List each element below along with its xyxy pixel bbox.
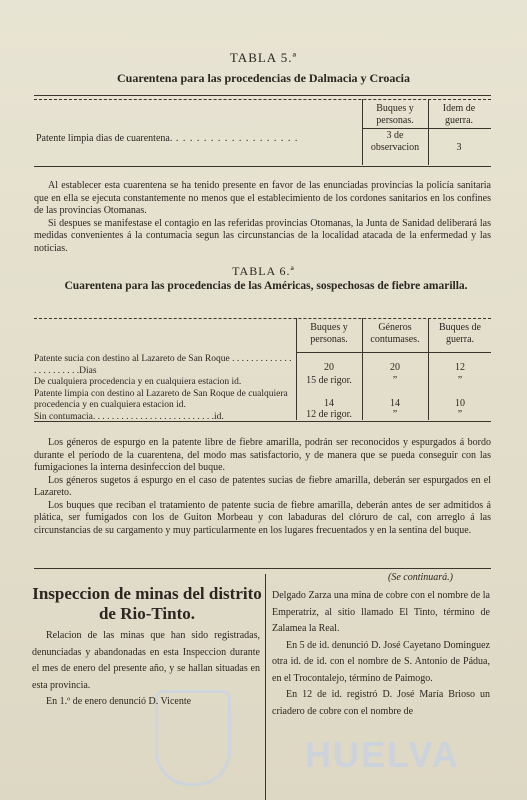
tabla6-r1-generos: 20 xyxy=(390,362,400,373)
tabla5-note-2: Si despues se manifestase el contagio en las referidas provincias Otomanas, la Junta de Sanidad deliberará las medidas convenientes á la contumacia segun las circunstancias de la localidad atacada de la enfermedad y las noticias. xyxy=(34,217,491,254)
tabla6-col-divider2 xyxy=(362,318,363,420)
column-divider xyxy=(265,574,266,800)
tabla6-r4-buques: 12 de rigor. xyxy=(306,409,352,420)
tabla6-r1-buques: 20 xyxy=(324,362,334,373)
tabla5-value-buques: 3 de observacion xyxy=(370,130,420,153)
mining-right-para-3: En 12 de id. registró D. José María Brioso un criadero de cobre con el nombre de xyxy=(272,689,490,717)
tabla6-r3-guerra: 10 xyxy=(455,398,465,409)
section-separator xyxy=(34,568,491,569)
tabla5-header-rule xyxy=(362,128,491,129)
tabla6-col-divider1 xyxy=(296,318,297,420)
tabla5-col-divider2 xyxy=(428,99,429,165)
tabla6-notes xyxy=(34,437,491,537)
mining-right-para-2: En 5 de id. denunció D. José Cayetano Dominguez otra id. de id. con el nombre de S. Antonio de Pádua, en el Trocontalejo, término de Paimogo. xyxy=(272,639,490,684)
tabla6-rule-top xyxy=(34,318,491,319)
tabla6-header-rule xyxy=(296,352,491,353)
tabla6-r3-generos: 14 xyxy=(390,398,400,409)
mining-left-column xyxy=(32,628,260,711)
mining-right-column xyxy=(272,588,490,720)
tabla5-col-divider xyxy=(362,99,363,165)
continuara-note: (Se continuará.) xyxy=(388,572,453,583)
tabla5-header-guerra: Idem de guerra. xyxy=(442,103,476,126)
tabla5-title: TABLA 5.ª xyxy=(229,50,298,65)
mining-right-para-1: Delgado Zarza una mina de cobre con el nombre de la Emperatriz, al sitio llamado El Tinto, término de Zalamea la Real. xyxy=(272,590,490,634)
mining-left-para-2: En 1.º de enero denunció D. Vicente xyxy=(46,696,192,707)
tabla6-rule-bottom xyxy=(34,421,491,422)
tabla6-row-label-2: De cualquiera procedencia y en cualquiera estacion id. xyxy=(34,377,242,387)
tabla6-r2-buques: 15 de rigor. xyxy=(306,375,352,386)
tabla6-row-label-4: Sin contumacia. . . . . . . . . . . . . . . . . . . . . . . . . .id. xyxy=(34,411,224,422)
tabla6-row-label-3: Patente limpia con destino al Lazareto de San Roque de cualquiera procedencia y en cualquiera estacion id. xyxy=(34,388,288,410)
tabla6-row-label-1: Patente sucia con destino al Lazareto de San Roque . . . . . . . . . . . . . . . . . . . . . . .Dias xyxy=(34,354,292,376)
tabla6-note-2: Los géneros sugetos á espurgo en el caso de patentes sucias de fiebre amarilla, deberán ser espurgados en el Lazareto. xyxy=(34,474,491,498)
tabla6-header-buques: Buques y personas. xyxy=(310,322,348,345)
tabla5-subtitle: Cuarentena para las procedencias de Dalmacia y Croacia xyxy=(117,71,410,85)
tabla5-note-1: Al establecer esta cuarentena se ha tenido presente en favor de las enunciadas provincias la policía sanitaria que en ella se ejecuta constantemente no menos que el establecimiento de los cordones sanitarios en los confines de las provincias Otomanas. xyxy=(34,180,491,216)
tabla6-r1-guerra: 12 xyxy=(455,362,465,373)
tabla5-value-guerra: 3 xyxy=(456,142,462,153)
tabla6-r4-guerra: ” xyxy=(457,409,463,420)
tabla6-col-divider3 xyxy=(428,318,429,420)
tabla6-note-1: Los géneros de espurgo en la patente libre de fiebre amarilla, podrán ser reconocidos y espurgados á bordo durante el período de la cuarentena, del modo mas satisfactorio, y de manera que se pueda conseguir con las fumigaciones la interna desinfeccion del buque. xyxy=(34,437,491,473)
tabla6-r2-generos: ” xyxy=(392,375,398,386)
tabla5-notes xyxy=(34,180,491,255)
tabla6-note-3: Los buques que reciban el tratamiento de patente sucia de fiebre amarilla, deberán antes de ser admitidos á plática, ser fumigados con los de Guiton Morbeau y con labaduras del clóruro de cal, con arreglo á las circunstancias de su cargamento y muy particularmente en los lugares frecuentados y en la sentina del buque. xyxy=(34,499,491,536)
tabla6-r3-buques: 14 xyxy=(324,398,334,409)
tabla5-rule-top2 xyxy=(34,99,491,100)
tabla6-header-guerra: Buques de guerra. xyxy=(439,322,481,345)
tabla5-header-buques: Buques y personas. xyxy=(376,103,414,126)
tabla5-rule-bottom xyxy=(34,166,491,167)
tabla6-header-generos: Géneros contumases. xyxy=(370,322,420,345)
tabla6-row-labels xyxy=(34,354,296,423)
tabla6-r4-generos: ” xyxy=(392,409,398,420)
tabla5-rule-top xyxy=(34,95,491,96)
mining-title: Inspeccion de minas del distrito de Rio-Tinto. xyxy=(32,584,262,623)
tabla6-title: TABLA 6.ª xyxy=(232,264,295,278)
tabla6-r2-guerra: ” xyxy=(457,375,463,386)
mining-left-para-1: Relacion de las minas que han sido registradas, denunciadas y abandonadas en esta Inspeccion durante el mes de enero del presente año, y se hallan situadas en esta provincia. xyxy=(32,630,260,691)
tabla6-subtitle: Cuarentena para las procedencias de las Américas, sospechosas de fiebre amarilla. xyxy=(64,280,468,292)
watermark-huelva: HUELVA xyxy=(305,734,460,775)
tabla5-row-label: Patente limpia dias de cuarentena. . . . . . . . . . . . . . . . . . . xyxy=(36,133,299,144)
